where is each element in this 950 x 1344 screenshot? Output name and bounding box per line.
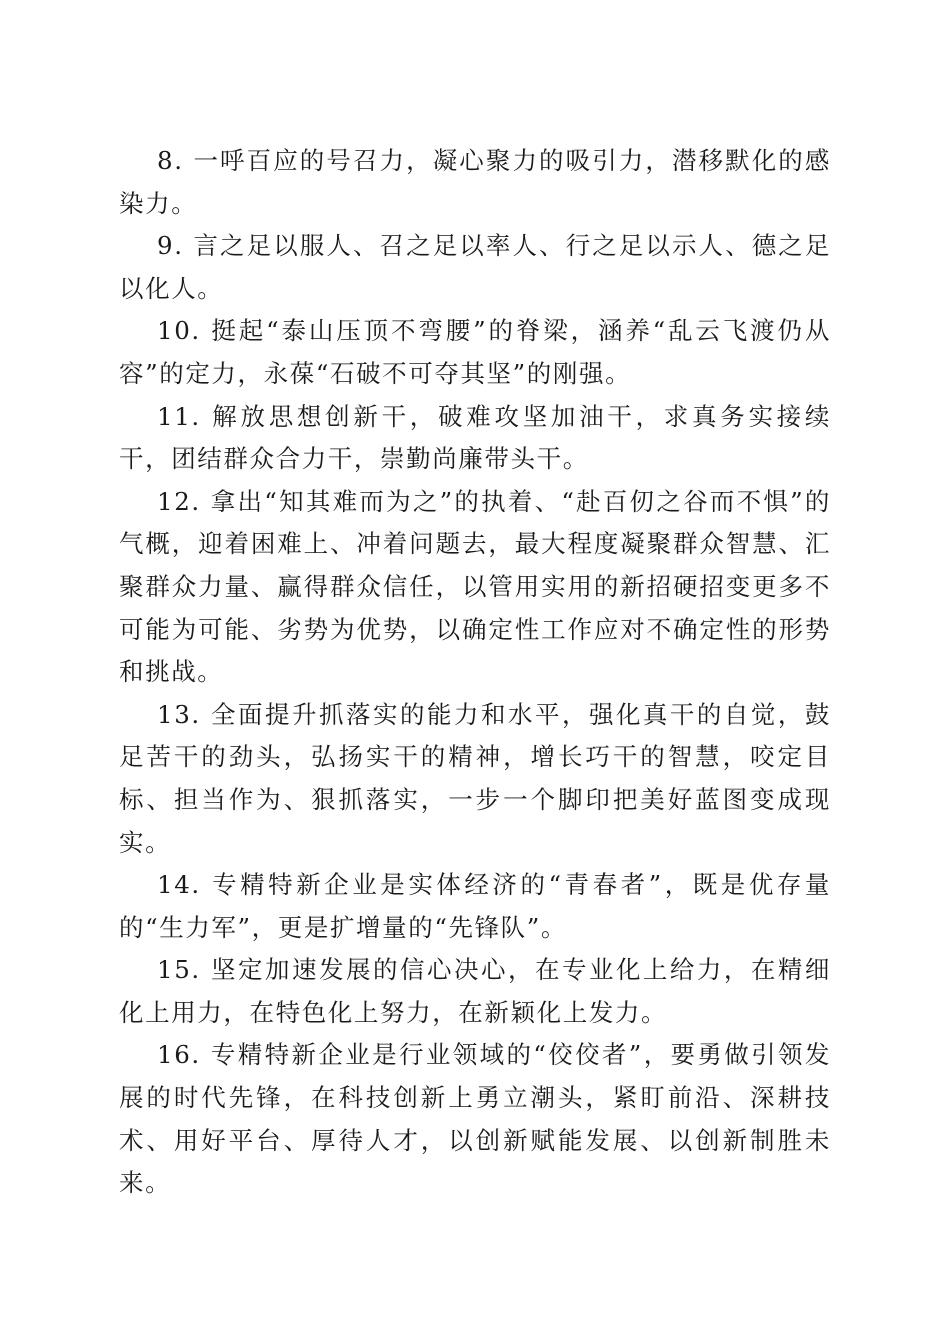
paragraph-9: 9. 言之足以服人、召之足以率人、行之足以示人、德之足以化人。 bbox=[119, 231, 831, 303]
paragraph-14: 14. 专精特新企业是实体经济的“青春者”，既是优存量的“生力军”，更是扩增量的“先锋队”。 bbox=[119, 870, 831, 942]
paragraph-16: 16. 专精特新企业是行业领域的“佼佼者”，要勇做引领发展的时代先锋，在科技创新上勇立潮头，紧盯前沿、深耕技术、用好平台、厚待人才，以创新赋能发展、以创新制胜未来。 bbox=[119, 1040, 831, 1198]
paragraph-8: 8. 一呼百应的号召力，凝心聚力的吸引力，潜移默化的感染力。 bbox=[119, 146, 831, 218]
paragraph-11: 11. 解放思想创新干，破难攻坚加油干，求真务实接续干，团结群众合力干，崇勤尚廉带头干。 bbox=[119, 401, 831, 474]
paragraph-13: 13. 全面提升抓落实的能力和水平，强化真干的自觉，鼓足苦干的劲头，弘扬实干的精神，增长巧干的智慧，咬定目标、担当作为、狠抓落实，一步一个脚印把美好蓝图变成现实。 bbox=[119, 699, 831, 857]
paragraph-15: 15. 坚定加速发展的信心决心，在专业化上给力，在精细化上用力，在特色化上努力，在新颖化上发力。 bbox=[119, 955, 831, 1027]
paragraph-10: 10. 挺起“泰山压顶不弯腰”的脊梁，涵养“乱云飞渡仍从容”的定力，永葆“石破不可夺其坚”的刚强。 bbox=[119, 316, 831, 388]
paragraph-12: 12. 拿出“知其难而为之”的执着、“赴百仞之谷而不惧”的气概，迎着困难上、冲着问题去，最大程度凝聚群众智慧、汇聚群众力量、赢得群众信任，以管用实用的新招硬招变更多不可能为可能、劣势为优势，以确定性工作应对不确定性的形势和挑战。 bbox=[119, 486, 831, 687]
document-body bbox=[119, 140, 831, 1205]
